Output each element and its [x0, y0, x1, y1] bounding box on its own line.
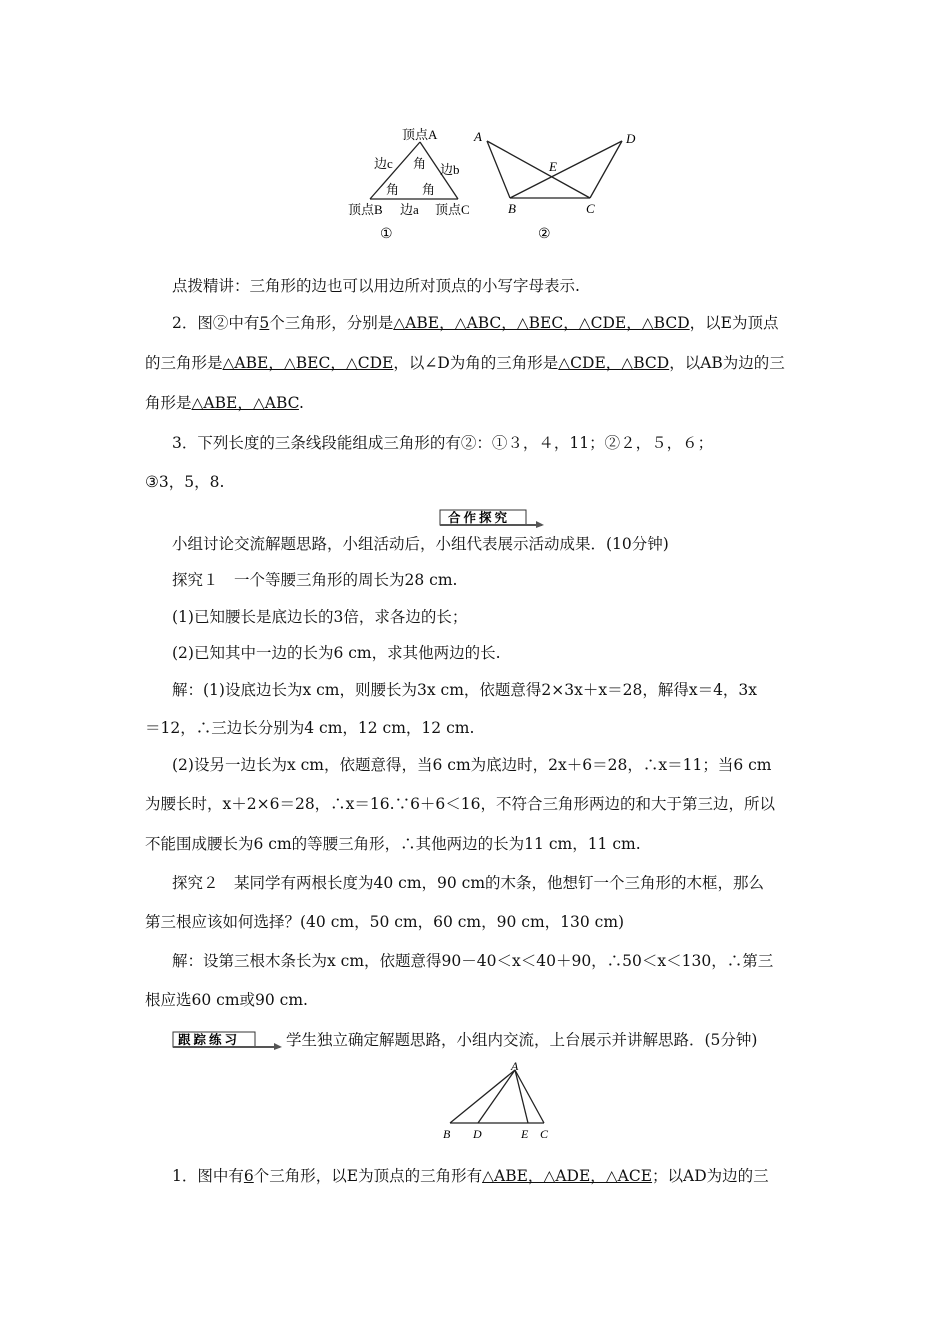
label-side-a: 边a — [400, 202, 419, 217]
q2-line2-post: ，以AB为边的三 — [669, 354, 785, 372]
q2-count-answer: 5 — [259, 314, 270, 332]
explore1-solution2-line3: 不能围成腰长为6 cm的等腰三角形，∴其他两边的长为11 cm，11 cm. — [145, 835, 641, 853]
q3-line-1: 3．下列长度的三条线段能组成三角形的有②：①３，４，11；②２，５，６； — [172, 434, 714, 452]
label-side-b: 边b — [440, 162, 460, 177]
label-b: B — [443, 1127, 451, 1141]
label-c: C — [586, 201, 595, 216]
explore2-solution-line2: 根应选60 cm或90 cm. — [145, 991, 308, 1009]
q-last-mid: 个三角形，以E为顶点的三角形有 — [253, 1167, 483, 1185]
q-last-line — [172, 1166, 812, 1186]
tip-text: 点拨精讲：三角形的边也可以用边所对顶点的小写字母表示. — [172, 277, 580, 295]
label-vertex-a: 顶点A — [402, 127, 438, 142]
label-side-c: 边c — [374, 156, 393, 171]
explore2-line1: 探究２ 某同学有两根长度为40 cm，90 cm的木条，他想钉一个三角形的木框，那么 — [172, 874, 765, 892]
q2-list-d-answer: △CDE，△BCD — [558, 354, 670, 372]
q2-line-3 — [145, 393, 785, 413]
label-angle-c: 角 — [422, 182, 436, 197]
q2-line3-pre: 角形是 — [145, 394, 192, 412]
q2-line2-pre: 的三角形是 — [145, 354, 223, 372]
figure-3-triangle-cevians — [436, 1060, 562, 1144]
q-last-post: ；以AD为边的三 — [652, 1167, 769, 1185]
label-a: A — [474, 129, 482, 144]
coop-intro: 小组讨论交流解题思路，小组活动后，小组代表展示活动成果．(10分钟) — [172, 535, 669, 553]
label-e: E — [521, 1127, 529, 1141]
q2-line-1 — [172, 313, 812, 333]
q2-line1-post: ，以E为顶点 — [689, 314, 779, 332]
q2-list-ab-answer: △ABE，△ABC — [191, 394, 299, 412]
explore2-solution-line1: 解：设第三根木条长为x cm，依题意得90－40＜x＜40＋90，∴50＜x＜130，∴第三 — [172, 952, 774, 970]
track-intro: 学生独立确定解题思路，小组内交流，上台展示并讲解思路．(5分钟) — [286, 1031, 758, 1049]
q2-list-all-answer: △ABE，△ABC，△BEC，△CDE，△BCD — [393, 314, 690, 332]
explore1-solution1-line1: 解：(1)设底边长为x cm，则腰长为3x cm，依题意得2×3x＋x＝28，解得x＝4，3x — [172, 681, 758, 699]
explore1-part1: (1)已知腰长是底边长的3倍，求各边的长； — [172, 608, 468, 626]
figure-2-caption: ② — [538, 227, 551, 242]
label-angle-b: 角 — [386, 182, 400, 197]
section-banner-coop — [438, 508, 546, 528]
section-coop-title: 合作探究 — [448, 511, 511, 525]
figure-2-crossed-triangles — [470, 125, 640, 243]
q-last-list-answer: △ABE，△ADE，△ACE — [482, 1167, 653, 1185]
explore1-solution2-line2: 为腰长时，x＋2×6＝28，∴x＝16.∵6＋6＜16，不符合三角形两边的和大于第三边，所以 — [145, 795, 776, 813]
q3-line-2: ③3，5，8. — [145, 473, 225, 491]
label-vertex-b: 顶点B — [348, 202, 383, 217]
label-e: E — [549, 159, 557, 174]
explore1-title: 探究１ 一个等腰三角形的周长为28 cm. — [172, 571, 458, 589]
label-a: A — [511, 1060, 519, 1073]
q2-line2-mid: ，以∠D为角的三角形是 — [393, 354, 559, 372]
explore1-part2: (2)已知其中一边的长为6 cm，求其他两边的长. — [172, 644, 501, 662]
figure-1-triangle — [340, 122, 490, 242]
q2-line3-post: . — [298, 394, 304, 412]
label-b: B — [508, 201, 516, 216]
explore2-line2: 第三根应该如何选择？(40 cm，50 cm，60 cm，90 cm，130 cm) — [145, 913, 625, 931]
explore1-solution2-line1: (2)设另一边长为x cm，依题意得，当6 cm为底边时，2x＋6＝28，∴x＝11；当6 cm — [172, 756, 772, 774]
label-vertex-c: 顶点C — [435, 202, 470, 217]
figure-1-caption: ① — [380, 227, 393, 242]
label-c: C — [540, 1127, 549, 1141]
section-track-title: 跟踪练习 — [178, 1033, 241, 1047]
explore1-solution1-line2: ＝12，∴三边长分别为4 cm，12 cm，12 cm. — [145, 719, 475, 737]
q2-line1-mid: 个三角形，分别是 — [269, 314, 394, 332]
label-d: D — [626, 131, 636, 146]
label-angle-a: 角 — [413, 156, 427, 171]
q2-line-2 — [145, 353, 785, 373]
section-banner-track — [172, 1030, 284, 1050]
q-last-count-answer: 6 — [243, 1167, 254, 1185]
q2-list-e-answer: △ABE，△BEC，△CDE — [222, 354, 394, 372]
q-last-pre: 1．图中有 — [172, 1167, 244, 1185]
label-d: D — [473, 1127, 482, 1141]
q2-line1-pre: 2．图②中有 — [172, 314, 260, 332]
